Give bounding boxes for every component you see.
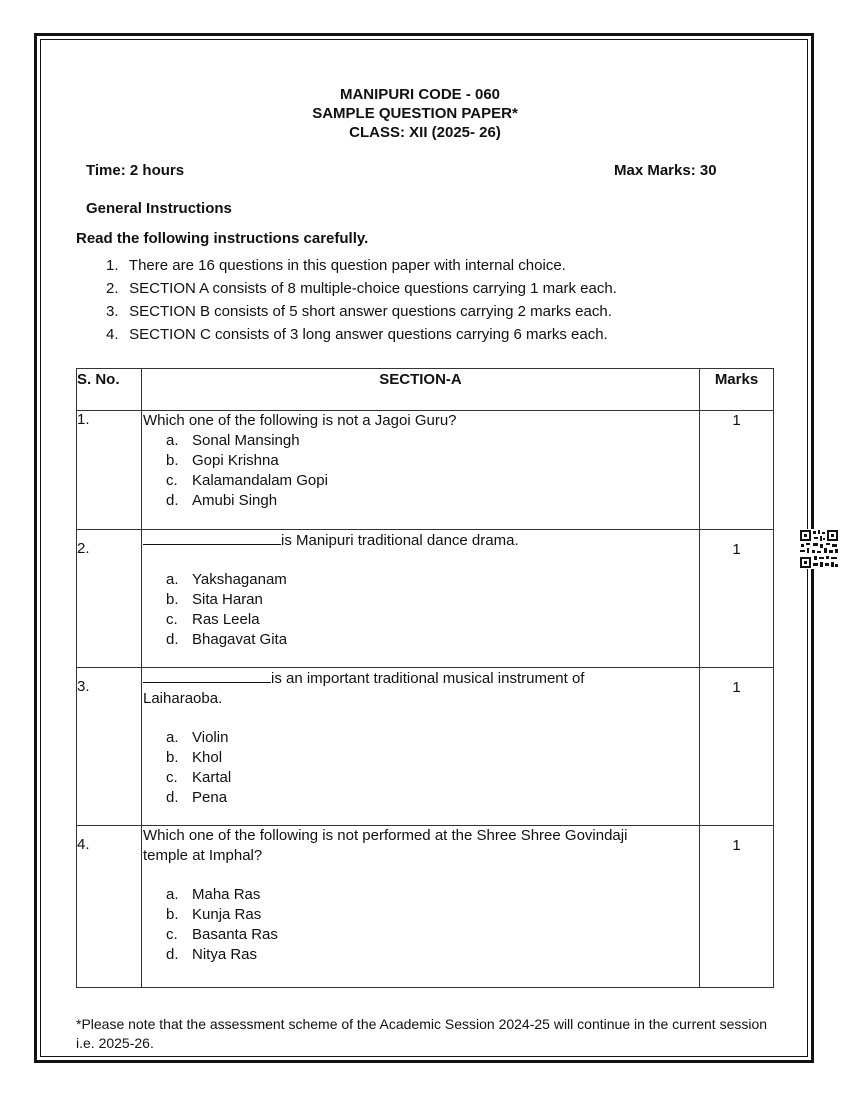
option-text: Bhagavat Gita (192, 631, 288, 648)
option-text: Ras Leela (192, 611, 260, 628)
instruction-number: 2. (106, 280, 119, 297)
option-item (166, 748, 699, 768)
option-text: Sonal Mansingh (192, 432, 300, 449)
option-text: Violin (192, 729, 229, 746)
options-list (142, 570, 699, 650)
table-header-row (77, 369, 774, 411)
option-item (166, 431, 699, 451)
option-item (166, 768, 699, 788)
instruction-text: SECTION A consists of 8 multiple-choice questions carrying 1 mark each. (129, 280, 617, 297)
option-item (166, 590, 699, 610)
option-item (166, 491, 699, 511)
options-list (142, 431, 699, 511)
question-text: is Manipuri traditional dance drama. (281, 532, 519, 549)
instruction-item (106, 302, 617, 325)
question-text: Which one of the following is not performed at the Shree Shree Govindaji (143, 827, 628, 844)
max-marks: Max Marks: 30 (614, 162, 717, 179)
instruction-number: 3. (106, 303, 119, 320)
class-title: CLASS: XII (2025- 26) (349, 124, 501, 141)
read-instructions-heading: Read the following instructions carefully. (76, 230, 369, 247)
option-letter: a. (166, 571, 179, 588)
option-text: Sita Haran (192, 591, 263, 608)
option-letter: c. (166, 926, 178, 943)
options-list (142, 885, 699, 965)
options-list (142, 728, 699, 808)
option-text: Amubi Singh (192, 492, 278, 509)
question-text-continued: Laiharaoba. (143, 690, 223, 707)
general-instructions-heading: General Instructions (86, 200, 232, 217)
marks-header: Marks (700, 369, 774, 411)
question-text: Which one of the following is not a Jagoi Guru? (143, 412, 457, 429)
question-cell (142, 411, 700, 530)
option-letter: c. (166, 611, 178, 628)
fill-blank (143, 668, 271, 683)
option-letter: b. (166, 452, 179, 469)
option-text: Kalamandalam Gopi (192, 472, 328, 489)
option-text: Basanta Ras (192, 926, 278, 943)
option-item (166, 945, 699, 965)
option-text: Kartal (192, 769, 232, 786)
section-header: SECTION-A (142, 369, 700, 411)
option-text: Maha Ras (192, 886, 261, 903)
question-text-line (142, 668, 699, 689)
option-letter: b. (166, 591, 179, 608)
question-row (77, 530, 774, 668)
option-text: Nitya Ras (192, 946, 258, 963)
option-letter: b. (166, 749, 179, 766)
option-item (166, 610, 699, 630)
option-item (166, 788, 699, 808)
option-letter: d. (166, 492, 179, 509)
qr-code-icon (799, 529, 839, 569)
question-number: 4. (77, 826, 142, 988)
option-text: Gopi Krishna (192, 452, 279, 469)
instruction-number: 4. (106, 326, 119, 343)
instructions-list (106, 256, 617, 348)
fill-blank (143, 530, 281, 545)
question-text-continued: temple at Imphal? (143, 847, 263, 864)
question-number: 2. (77, 530, 142, 668)
instruction-text: SECTION C consists of 3 long answer questions carrying 6 marks each. (129, 326, 608, 343)
option-letter: d. (166, 789, 179, 806)
instruction-item (106, 279, 617, 302)
option-letter: c. (166, 472, 178, 489)
instruction-item (106, 256, 617, 279)
option-letter: d. (166, 631, 179, 648)
question-marks: 1 (700, 530, 774, 668)
question-cell (142, 668, 700, 826)
option-text: Kunja Ras (192, 906, 262, 923)
option-item (166, 925, 699, 945)
option-item (166, 630, 699, 650)
footer-note: *Please note that the assessment scheme of the Academic Session 2024-25 will continue in the current session i.e. 2025-26. (76, 1016, 768, 1051)
question-row (77, 411, 774, 530)
option-item (166, 905, 699, 925)
question-cell (142, 826, 700, 988)
question-marks: 1 (700, 411, 774, 530)
time-allowed: Time: 2 hours (86, 162, 185, 179)
instruction-item (106, 325, 617, 348)
option-letter: b. (166, 906, 179, 923)
option-item (166, 451, 699, 471)
question-row (77, 668, 774, 826)
question-marks: 1 (700, 668, 774, 826)
option-text: Yakshaganam (192, 571, 287, 588)
option-letter: a. (166, 729, 179, 746)
question-number: 1. (77, 411, 142, 530)
instruction-text: SECTION B consists of 5 short answer questions carrying 2 marks each. (129, 303, 612, 320)
option-letter: a. (166, 432, 179, 449)
sno-header: S. No. (77, 369, 142, 411)
option-item (166, 728, 699, 748)
questions-table (76, 368, 774, 988)
question-marks: 1 (700, 826, 774, 988)
question-text: is an important traditional musical instrument of (271, 670, 585, 687)
option-text: Khol (192, 749, 223, 766)
option-letter: d. (166, 946, 179, 963)
paper-title: SAMPLE QUESTION PAPER* (312, 105, 518, 122)
question-row (77, 826, 774, 988)
question-number: 3. (77, 668, 142, 826)
option-text: Pena (192, 789, 228, 806)
option-item (166, 471, 699, 491)
option-item (166, 570, 699, 590)
paper-code-title: MANIPURI CODE - 060 (339, 86, 501, 103)
instruction-text: There are 16 questions in this question paper with internal choice. (128, 257, 566, 274)
question-cell (142, 530, 700, 668)
instruction-number: 1. (106, 257, 119, 274)
option-letter: a. (166, 886, 179, 903)
option-letter: c. (166, 769, 178, 786)
question-text-line (142, 530, 699, 551)
option-item (166, 885, 699, 905)
